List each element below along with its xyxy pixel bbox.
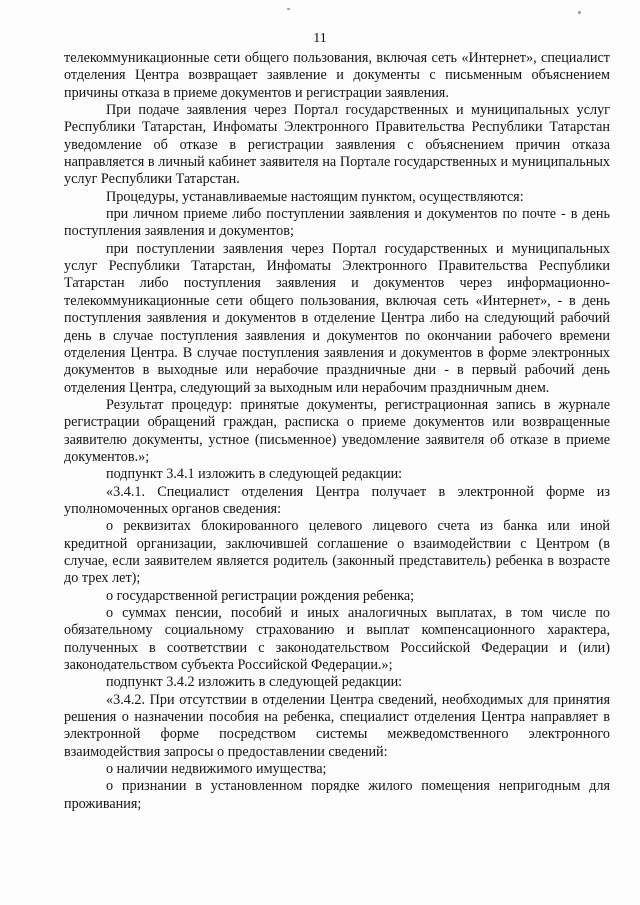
paragraph: подпункт 3.4.1 изложить в следующей редакции: <box>106 466 403 483</box>
paragraph: о наличии недвижимого имущества; <box>106 761 327 778</box>
paragraph: о суммах пенсии, пособий и иных аналогичных выплатах, в том числе по обязательному социальному страхованию и выплат компенсационного характера, полученных в соответствии с законодательством Российской Федерации и (или) законодательством субъекта Российской Федерации.»; <box>64 605 610 674</box>
paragraph: «3.4.2. При отсутствии в отделении Центра сведений, необходимых для принятия решения о назначении пособия на ребенка, специалист отделения Центра направляет в электронной форме посредством системы межведомственного электронного взаимодействия запросы о предоставлении сведений: <box>64 691 610 760</box>
paragraph: Результат процедур: принятые документы, регистрационная запись в журнале регистрации обращений граждан, расписка о приеме документов или возвращенные заявителю документы, устное (письменное) уведомление заявителя об отказе в приеме документов.»; <box>64 396 610 465</box>
document-body <box>64 50 610 813</box>
paragraph: При подаче заявления через Портал государственных и муниципальных услуг Республики Татарстан, Инфоматы Электронного Правительства Республики Татарстан уведомление об отказе в регистрации заявления с объяснением причин отказа направляется в личный кабинет заявителя на Портале государственных и муниципальных услуг Республики Татарстан. <box>64 102 610 188</box>
paragraph: при личном приеме либо поступлении заявления и документов по почте - в день поступления заявления и документов; <box>64 206 610 240</box>
paragraph: Процедуры, устанавливаемые настоящим пунктом, осуществляются: <box>106 188 524 205</box>
paragraph: при поступлении заявления через Портал государственных и муниципальных услуг Республики Татарстан, Инфоматы Электронного Правительства Республики Татарстан либо поступления заявления и документов через информационно-телекоммуникационные сети общего пользования, включая сеть «Интернет», - в день поступления заявления и документов в отделение Центра либо на следующий рабочий день в случае поступления заявления и документов по окончании рабочего времени отделения Центра. В случае поступления заявления и документов в форме электронных документов в выходные или нерабочие праздничные дни - в первый рабочий день отделения Центра, следующий за выходным или нерабочим праздничным днем. <box>64 240 610 396</box>
scan-speck <box>578 11 581 14</box>
paragraph-continuation: телекоммуникационные сети общего пользования, включая сеть «Интернет», специалист отделения Центра возвращает заявление и документы с письменным объяснением причины отказа в приеме документов и регистрации заявления. <box>64 50 610 101</box>
paragraph: о признании в установленном порядке жилого помещения непригодным для проживания; <box>64 778 610 812</box>
paragraph: о государственной регистрации рождения ребенка; <box>106 587 415 604</box>
paragraph: о реквизитах блокированного целевого лицевого счета из банка или иной кредитной организации, заключившей соглашение о взаимодействии с Центром (в случае, если заявителем является родитель (законный представитель) ребенка в возрасте до трех лет); <box>64 518 610 587</box>
scan-speck <box>287 8 290 10</box>
paragraph: подпункт 3.4.2 изложить в следующей редакции: <box>106 674 403 691</box>
page-number: 11 <box>313 31 327 46</box>
paragraph: «3.4.1. Специалист отделения Центра получает в электронной форме из уполномоченных органов сведения: <box>64 483 610 517</box>
